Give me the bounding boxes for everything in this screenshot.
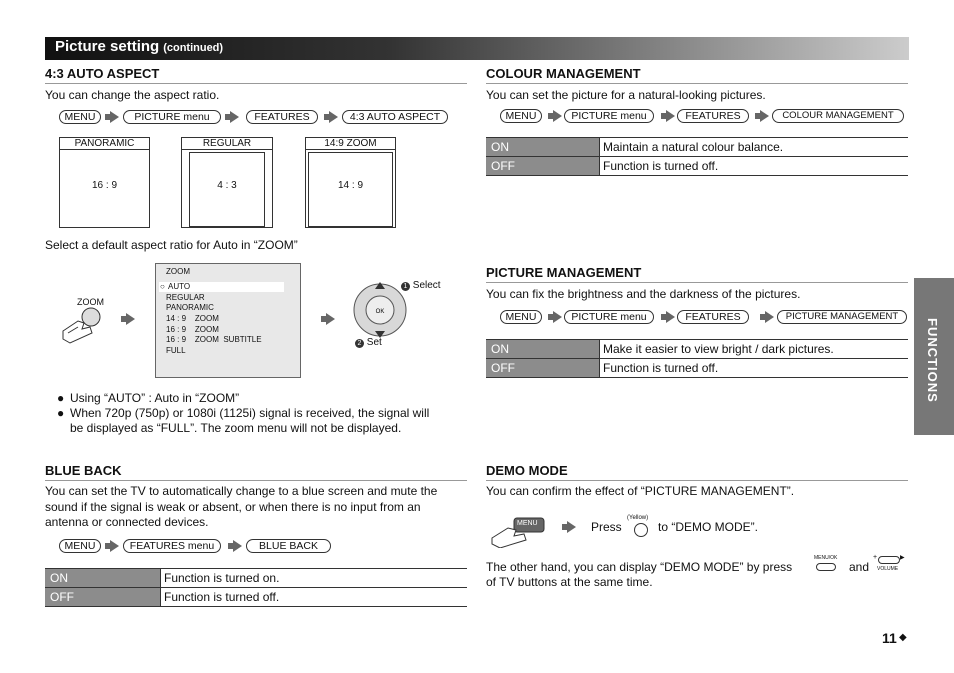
hand-pressing-zoom-icon bbox=[60, 305, 106, 345]
note-full: When 720p (750p) or 1080i (1125i) signal is received, the signal will bbox=[70, 406, 430, 420]
arrow-icon bbox=[233, 540, 242, 552]
zoom149-screen bbox=[305, 137, 396, 228]
triangle-right-icon: ▶ bbox=[900, 555, 905, 561]
panoramic-screen bbox=[59, 137, 150, 228]
demo-other-text-2: of TV buttons at the same time. bbox=[486, 575, 653, 589]
regular-ratio: 4 : 3 bbox=[217, 180, 237, 191]
path-colour-management: COLOUR MANAGEMENT bbox=[772, 109, 904, 123]
menu-ok-button-icon bbox=[816, 563, 836, 571]
path-menu: MENU bbox=[500, 310, 542, 324]
side-tab-label: FUNCTIONS bbox=[925, 318, 940, 403]
set-label: Set bbox=[366, 337, 382, 348]
colour-heading: COLOUR MANAGEMENT bbox=[486, 66, 641, 81]
yellow-label: (Yellow) bbox=[627, 515, 649, 521]
colour-table bbox=[486, 137, 908, 176]
arrow-icon bbox=[765, 311, 774, 323]
zoom149-inner-frame bbox=[308, 152, 393, 227]
table-key: ON bbox=[486, 340, 599, 358]
bullet-icon: ● bbox=[57, 406, 65, 420]
ok-label: OK bbox=[375, 309, 385, 315]
zoom-menu-screen bbox=[155, 263, 301, 378]
step-1-icon: 1 bbox=[401, 282, 410, 291]
table-row bbox=[486, 359, 908, 378]
press-text: Press bbox=[591, 520, 622, 534]
picture-mgmt-intro: You can fix the brightness and the darkness of the pictures. bbox=[486, 287, 801, 301]
path-picture-menu: PICTURE menu bbox=[123, 110, 221, 124]
table-row bbox=[486, 157, 908, 176]
arrow-icon bbox=[230, 111, 239, 123]
table-value: Maintain a natural colour balance. bbox=[599, 138, 783, 156]
zoom-menu-item: 16 : 9 ZOOM SUBTITLE bbox=[166, 335, 262, 344]
path-blue-back: BLUE BACK bbox=[246, 539, 331, 553]
arrow-icon bbox=[666, 110, 675, 122]
path-features: FEATURES bbox=[677, 310, 749, 324]
zoom-menu-item: AUTO bbox=[168, 282, 191, 291]
table-key: OFF bbox=[486, 359, 599, 377]
table-value: Function is turned off. bbox=[599, 157, 718, 175]
page-title: Picture setting bbox=[55, 38, 160, 55]
blue-back-table bbox=[45, 568, 467, 607]
path-menu: MENU bbox=[500, 109, 542, 123]
demo-rule bbox=[486, 480, 908, 481]
path-menu: MENU bbox=[59, 539, 101, 553]
menu-button-label: MENU bbox=[517, 520, 538, 527]
blue-back-text-3: antenna or connected devices. bbox=[45, 515, 209, 529]
zoom-menu-item: 16 : 9 ZOOM bbox=[166, 325, 219, 334]
table-value: Function is turned off. bbox=[160, 588, 279, 606]
select-label: Select bbox=[412, 280, 441, 291]
demo-other-text-1: The other hand, you can display “DEMO MODE” by press bbox=[486, 560, 793, 574]
path-features-menu: FEATURES menu bbox=[123, 539, 221, 553]
auto-zoom-text: Select a default aspect ratio for Auto in “ZOOM” bbox=[45, 238, 298, 252]
picture-mgmt-rule bbox=[486, 282, 908, 283]
regular-screen bbox=[181, 137, 273, 228]
table-key: ON bbox=[486, 138, 599, 156]
zoom-menu-title: ZOOM bbox=[166, 267, 190, 276]
step-2-icon: 2 bbox=[355, 339, 364, 348]
table-row bbox=[486, 138, 908, 157]
page-arrow-icon: ◆ bbox=[899, 632, 907, 643]
arrow-icon bbox=[567, 521, 576, 533]
zoom-menu-item: REGULAR bbox=[166, 293, 205, 302]
table-value: Function is turned off. bbox=[599, 359, 718, 377]
zoom149-label: 14:9 ZOOM bbox=[305, 137, 396, 150]
path-features: FEATURES bbox=[246, 110, 318, 124]
table-key: OFF bbox=[486, 157, 599, 175]
table-value: Function is turned on. bbox=[160, 569, 279, 587]
path-picture-management: PICTURE MANAGEMENT bbox=[777, 310, 907, 324]
path-picture-menu: PICTURE menu bbox=[564, 310, 654, 324]
section-title-bar bbox=[45, 37, 909, 60]
regular-inner-frame bbox=[189, 152, 265, 227]
note-auto: Using “AUTO” : Auto in “ZOOM” bbox=[70, 391, 240, 405]
zoom-menu-item: FULL bbox=[166, 346, 186, 355]
arrow-icon bbox=[110, 540, 119, 552]
arrow-icon bbox=[329, 111, 338, 123]
radio-icon: ○ bbox=[160, 282, 165, 291]
arrow-icon bbox=[666, 311, 675, 323]
demo-heading: DEMO MODE bbox=[486, 463, 568, 478]
zoom149-ratio: 14 : 9 bbox=[337, 180, 364, 191]
arrow-icon bbox=[553, 110, 562, 122]
yellow-button-icon bbox=[634, 523, 648, 537]
path-features: FEATURES bbox=[677, 109, 749, 123]
panoramic-ratio: 16 : 9 bbox=[91, 180, 118, 191]
panoramic-label: PANORAMIC bbox=[59, 137, 150, 150]
plus-icon: + bbox=[873, 554, 878, 561]
blue-back-text-2: sound if the signal is weak or absent, or when there is no input from an bbox=[45, 500, 421, 514]
aspect-heading: 4:3 AUTO ASPECT bbox=[45, 66, 160, 81]
arrow-icon bbox=[553, 311, 562, 323]
arrow-icon bbox=[760, 110, 769, 122]
table-row bbox=[45, 569, 467, 588]
zoom-menu-item: 14 : 9 ZOOM bbox=[166, 314, 219, 323]
table-value: Make it easier to view bright / dark pictures. bbox=[599, 340, 834, 358]
path-picture-menu: PICTURE menu bbox=[564, 109, 654, 123]
zoom-menu-item: PANORAMIC bbox=[166, 303, 214, 312]
blue-back-heading: BLUE BACK bbox=[45, 463, 122, 478]
path-menu: MENU bbox=[59, 110, 101, 124]
table-key: OFF bbox=[45, 588, 160, 606]
aspect-rule bbox=[45, 83, 467, 84]
table-key: ON bbox=[45, 569, 160, 587]
table-row bbox=[45, 588, 467, 607]
page-subtitle: (continued) bbox=[163, 42, 224, 54]
volume-label: VOLUME bbox=[877, 566, 899, 572]
picture-mgmt-heading: PICTURE MANAGEMENT bbox=[486, 265, 642, 280]
colour-rule bbox=[486, 83, 908, 84]
set-callout bbox=[355, 337, 382, 348]
page-number: 11 bbox=[882, 630, 897, 646]
arrow-icon bbox=[126, 313, 135, 325]
arrow-icon bbox=[326, 313, 335, 325]
colour-intro: You can set the picture for a natural-looking pictures. bbox=[486, 88, 766, 102]
and-text: and bbox=[849, 560, 870, 574]
select-callout bbox=[401, 280, 441, 291]
blue-back-rule bbox=[45, 480, 467, 481]
regular-label: REGULAR bbox=[181, 137, 273, 150]
volume-button-icon bbox=[878, 556, 900, 564]
blue-back-text-1: You can set the TV to automatically change to a blue screen and mute the bbox=[45, 484, 438, 498]
demo-intro: You can confirm the effect of “PICTURE MANAGEMENT”. bbox=[486, 484, 795, 498]
menu-ok-label: MENU/OK bbox=[814, 555, 838, 561]
note-full-cont: be displayed as “FULL”. The zoom menu will not be displayed. bbox=[70, 421, 402, 435]
arrow-icon bbox=[110, 111, 119, 123]
bullet-icon: ● bbox=[57, 391, 65, 405]
zoom-button-label: ZOOM bbox=[77, 297, 104, 307]
to-demo-text: to “DEMO MODE”. bbox=[658, 520, 759, 534]
table-row bbox=[486, 340, 908, 359]
aspect-intro: You can change the aspect ratio. bbox=[45, 88, 220, 102]
functions-side-tab bbox=[914, 278, 954, 435]
path-43-auto-aspect: 4:3 AUTO ASPECT bbox=[342, 110, 448, 124]
picture-mgmt-table bbox=[486, 339, 908, 378]
